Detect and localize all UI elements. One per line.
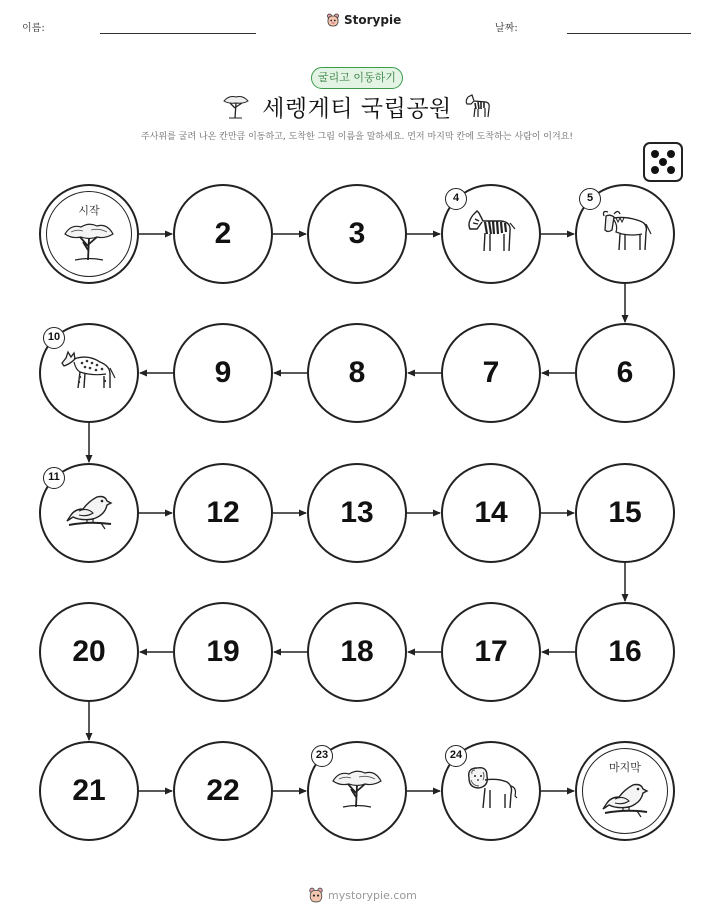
board-space bbox=[173, 323, 273, 423]
board-space bbox=[307, 323, 407, 423]
board-space bbox=[173, 184, 273, 284]
space-number: 12 bbox=[206, 496, 240, 529]
date-label: 날짜: bbox=[495, 23, 518, 34]
board-space bbox=[39, 602, 139, 702]
name-line[interactable] bbox=[100, 33, 256, 34]
acacia-tree-icon bbox=[329, 767, 385, 815]
zebra-icon bbox=[463, 207, 519, 261]
bird-icon bbox=[63, 489, 115, 537]
board-space bbox=[39, 741, 139, 841]
space-number: 14 bbox=[474, 496, 508, 529]
board-space bbox=[575, 184, 675, 284]
wildebeest-icon bbox=[596, 208, 654, 260]
space-number-badge: 10 bbox=[43, 327, 65, 349]
date-line[interactable] bbox=[567, 33, 691, 34]
board-space bbox=[441, 741, 541, 841]
footer-url: mystorypie.com bbox=[328, 888, 417, 902]
board-space bbox=[307, 184, 407, 284]
space-number: 17 bbox=[474, 635, 508, 668]
hyena-icon bbox=[58, 348, 120, 398]
board-space bbox=[575, 463, 675, 563]
storypie-mascot-icon bbox=[326, 13, 340, 27]
space-number: 2 bbox=[214, 217, 232, 250]
board-space bbox=[307, 602, 407, 702]
zebra-icon bbox=[462, 92, 494, 120]
space-number-badge: 11 bbox=[43, 467, 65, 489]
space-number: 6 bbox=[616, 356, 634, 389]
instructions: 주사위를 굴려 나온 칸만큼 이동하고, 도착한 그림 이름을 말하세요. 먼저 마지막 칸에 도착하는 사람이 이겨요! bbox=[141, 132, 573, 142]
brand-name: Storypie bbox=[344, 13, 402, 27]
board-space bbox=[307, 741, 407, 841]
board-space bbox=[173, 463, 273, 563]
start-space bbox=[39, 184, 139, 284]
space-number: 9 bbox=[214, 356, 232, 389]
space-number-badge: 23 bbox=[311, 745, 333, 767]
board-space bbox=[441, 463, 541, 563]
space-number-badge: 5 bbox=[579, 188, 601, 210]
board-space bbox=[575, 602, 675, 702]
footer bbox=[308, 887, 417, 903]
board-space bbox=[575, 323, 675, 423]
bird-icon bbox=[599, 777, 651, 825]
space-number: 22 bbox=[206, 774, 240, 807]
board-space bbox=[173, 741, 273, 841]
space-number: 8 bbox=[348, 356, 366, 389]
brand-logo bbox=[326, 13, 401, 27]
board-space bbox=[441, 323, 541, 423]
die-five-icon bbox=[643, 142, 683, 182]
space-number: 3 bbox=[348, 217, 366, 250]
space-label: 마지막 bbox=[609, 761, 641, 774]
space-number-badge: 4 bbox=[445, 188, 467, 210]
storypie-mascot-icon bbox=[308, 887, 324, 903]
space-number: 21 bbox=[72, 774, 106, 807]
space-label: 시작 bbox=[78, 204, 100, 217]
space-number: 18 bbox=[340, 635, 374, 668]
game-type-badge: 굴리고 이동하기 bbox=[311, 67, 403, 89]
space-number: 13 bbox=[340, 496, 374, 529]
space-number: 20 bbox=[72, 635, 106, 668]
board-space bbox=[441, 602, 541, 702]
acacia-tree-icon bbox=[61, 220, 117, 268]
board-space bbox=[173, 602, 273, 702]
space-number: 16 bbox=[608, 635, 642, 668]
page-title: 세렝게티 국립공원 bbox=[262, 96, 452, 122]
space-number-badge: 24 bbox=[445, 745, 467, 767]
space-number: 7 bbox=[482, 356, 500, 389]
board-space bbox=[39, 463, 139, 563]
space-number: 15 bbox=[608, 496, 642, 529]
space-number: 19 bbox=[206, 635, 240, 668]
board-space bbox=[441, 184, 541, 284]
finish-space bbox=[575, 741, 675, 841]
board-space bbox=[307, 463, 407, 563]
lion-icon bbox=[463, 764, 519, 818]
name-label: 이름: bbox=[22, 23, 45, 34]
board-space bbox=[39, 323, 139, 423]
